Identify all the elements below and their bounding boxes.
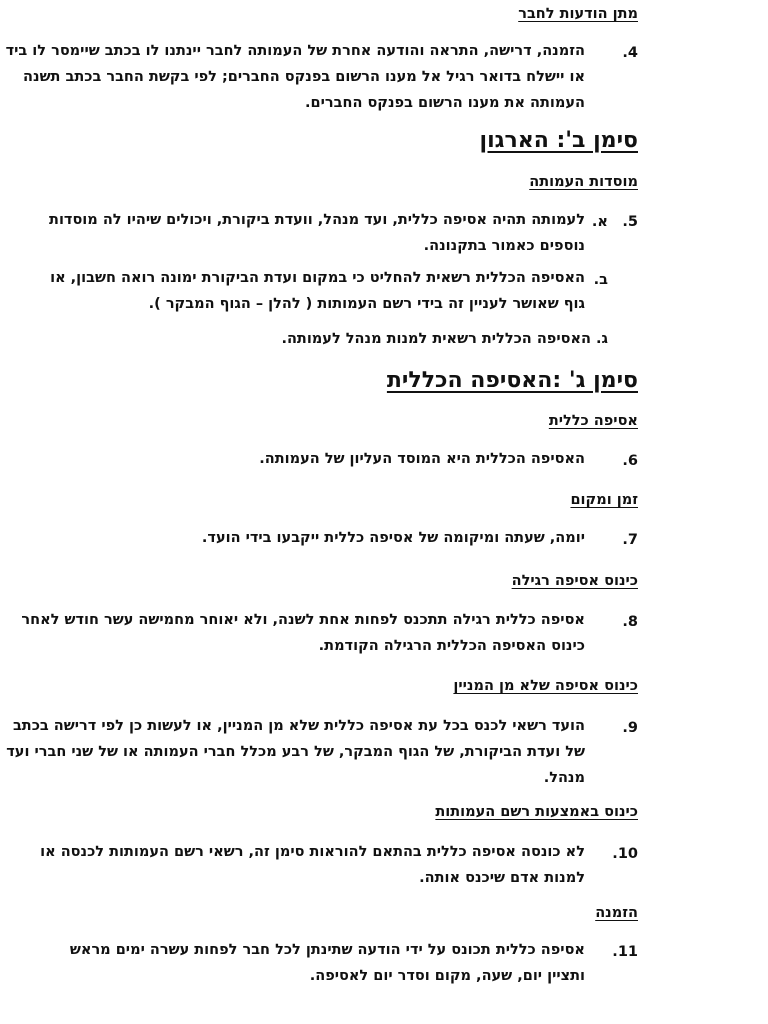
paragraph-4-line-2: או יישלח בדואר רגיל אל מענו הרשום בפנקס החברים; לפי בקשת החבר בכתב תשנה bbox=[23, 69, 585, 85]
heading-general-assembly: אסיפה כללית bbox=[548, 413, 638, 429]
heading-invitation: הזמנה bbox=[595, 905, 638, 921]
paragraph-8-number: 8. bbox=[622, 614, 638, 630]
paragraph-5b-line-1: האסיפה הכללית רשאית להחליט כי במקום ועדת הביקורת ימונה רואה חשבון, או bbox=[50, 270, 585, 286]
chapter-c-title: סימן ג' :האסיפה הכללית bbox=[386, 368, 638, 393]
paragraph-5a-letter: א. bbox=[591, 214, 608, 230]
paragraph-9-line-3: מנהל. bbox=[543, 770, 585, 786]
heading-institutions: מוסדות העמותה bbox=[529, 174, 638, 190]
heading-time-place: זמן ומקום bbox=[570, 492, 638, 508]
paragraph-6-line-1: האסיפה הכללית היא המוסד העליון של העמותה. bbox=[259, 451, 585, 467]
paragraph-9-line-1: הועד רשאי לכנס בכל עת אסיפה כללית שלא מן המניין, או לעשות כן לפי דרישה בכתב bbox=[12, 718, 585, 734]
paragraph-6-text bbox=[259, 446, 585, 472]
paragraph-6-number: 6. bbox=[622, 453, 638, 469]
paragraph-11-line-2: ותציין יום, שעה, מקום וסדר יום לאסיפה. bbox=[309, 968, 585, 984]
paragraph-9-text bbox=[6, 713, 585, 791]
paragraph-10-text bbox=[40, 839, 585, 891]
paragraph-11-number: 11. bbox=[612, 944, 638, 960]
paragraph-5-number: 5. bbox=[622, 214, 638, 230]
paragraph-4-number: 4. bbox=[622, 45, 638, 61]
paragraph-5a-line-2: נוספים כאמור בתקנונה. bbox=[423, 238, 585, 254]
paragraph-7-text bbox=[202, 525, 585, 551]
paragraph-10-line-1: לא כונסה אסיפה כללית בהתאם להוראות סימן זה, רשאי רשם העמותות לכנסה או bbox=[40, 844, 585, 860]
paragraph-10-line-2: למנות אדם שיכנס אותה. bbox=[419, 870, 585, 886]
paragraph-9-number: 9. bbox=[622, 720, 638, 736]
paragraph-4-line-1: הזמנה, דרישה, התראה והודעה אחרת של העמותה לחבר יינתנו לו בכתב שיימסר לו ביד bbox=[5, 43, 585, 59]
paragraph-5g-text: ג. האסיפה הכללית רשאית למנות מנהל לעמותה. bbox=[281, 331, 608, 347]
paragraph-11-text bbox=[70, 937, 585, 989]
paragraph-7-line-1: יומה, שעתה ומיקומה של אסיפה כללית ייקבעו בידי הועד. bbox=[201, 530, 585, 546]
paragraph-5b-text bbox=[50, 265, 585, 317]
paragraph-5b-line-2: גוף שאושר לעניין זה בידי רשם העמותות ( להלן – הגוף המבקר ). bbox=[148, 296, 585, 312]
paragraph-4-text bbox=[6, 38, 585, 116]
paragraph-8-line-2: כינוס האסיפה הכללית הרגילה הקודמת. bbox=[318, 638, 585, 654]
heading-special-assembly: כינוס אסיפה שלא מן המניין bbox=[453, 678, 638, 694]
paragraph-10-number: 10. bbox=[612, 846, 638, 862]
paragraph-8-line-1: אסיפה כללית רגילה תתכנס לפחות אחת לשנה, ולא יאוחר מחמישה עשר חודש לאחר bbox=[21, 612, 585, 628]
heading-registrar-assembly: כינוס באמצעות רשם העמותות bbox=[435, 804, 638, 820]
heading-regular-assembly: כינוס אסיפה רגילה bbox=[511, 573, 638, 589]
paragraph-8-text bbox=[21, 607, 585, 659]
paragraph-9-line-2: של ועדת הביקורת, של הגוף המבקר, של רבע מכלל חברי העמותה או של שני חברי ועד bbox=[6, 744, 585, 760]
chapter-b-title: סימן ב': הארגון bbox=[479, 128, 638, 153]
paragraph-4-line-3: העמותה את מענו הרשום בפנקס החברים. bbox=[305, 95, 585, 111]
paragraph-7-number: 7. bbox=[622, 532, 638, 548]
heading-member-notices: מתן הודעות לחבר bbox=[518, 6, 638, 22]
paragraph-5a-line-1: לעמותה תהיה אסיפה כללית, ועד מנהל, וועדת ביקורת, ויכולים שיהיו לה מוסדות bbox=[49, 212, 585, 228]
paragraph-5b-letter: ב. bbox=[593, 272, 608, 288]
paragraph-5a-text bbox=[49, 207, 585, 259]
paragraph-11-line-1: אסיפה כללית תכונס על ידי הודעה שתינתן לכל חבר לפחות עשרה ימים מראש bbox=[69, 942, 585, 958]
